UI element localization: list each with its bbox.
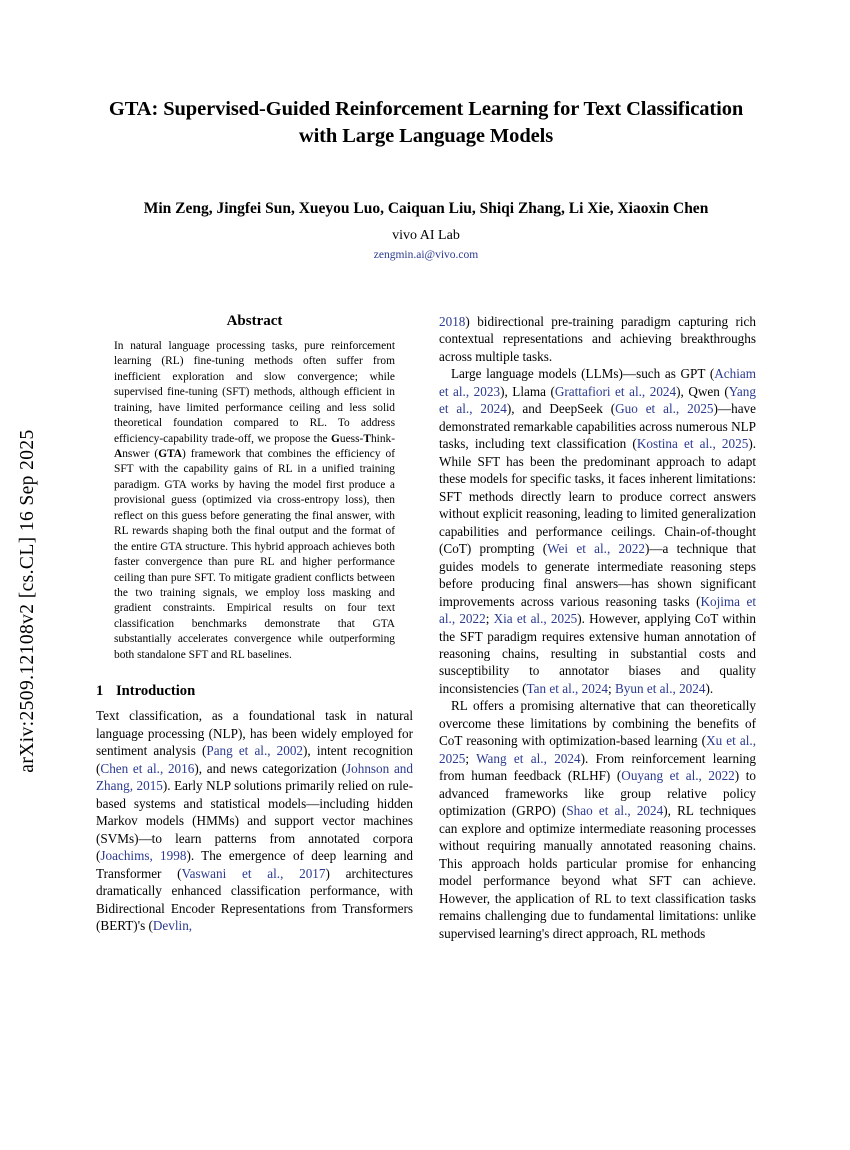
page-title: GTA: Supervised-Guided Reinforcement Learning for Text Classification with Large Language Models — [108, 98, 744, 148]
paragraph-text: ; — [485, 611, 494, 627]
abstract-part-2: uess- — [339, 432, 364, 445]
right-paragraph — [439, 365, 756, 697]
citation-link[interactable]: Wang et al., 2024 — [476, 750, 581, 766]
abstract-part-7: GTA — [158, 447, 183, 460]
paragraph-text: ). The emergence of deep learning and Transformer ( — [96, 848, 413, 881]
paragraph-text: Text classification, as a foundational task in natural language processing (NLP), has been widely employed for sentiment analysis ( — [96, 708, 413, 759]
citation-link[interactable]: Xu et al., 2025 — [439, 733, 756, 766]
right-column-paragraphs — [439, 313, 756, 942]
citation-link[interactable]: Ouyang et al., 2022 — [621, 768, 735, 784]
citation-link[interactable]: 2018 — [439, 313, 466, 329]
left-column — [96, 313, 413, 942]
section-title: Introduction — [116, 683, 196, 700]
paragraph-text: ). From reinforcement learning from human feedback (RLHF) ( — [439, 750, 756, 784]
paragraph-text: ). Early NLP solutions primarily relied on rule-based systems and statistical models—including hidden Markov models (HMMs) and support vector machines (SVMs)—to learn patterns from annotated corpora ( — [96, 778, 413, 864]
paragraph-text: )—have demonstrated remarkable capabilities across numerous NLP tasks, including text classification ( — [439, 401, 756, 452]
arxiv-stamp: arXiv:2509.12108v2 [cs.CL] 16 Sep 2025 — [17, 429, 38, 773]
paragraph-text: ), intent recognition ( — [96, 743, 414, 776]
abstract-part-4: hink- — [370, 432, 395, 445]
abstract-part-3: T — [363, 432, 371, 445]
abstract-body — [96, 339, 413, 664]
paragraph-text: ), Qwen ( — [676, 383, 729, 399]
two-column-body — [96, 313, 756, 942]
citation-link[interactable]: Xia et al., 2025 — [493, 611, 578, 627]
paragraph-text: ). — [705, 680, 714, 696]
citation-link[interactable]: Kojima et al., 2022 — [439, 593, 757, 627]
citation-link[interactable]: Pang et al., 2002 — [206, 743, 304, 759]
citation-link[interactable]: Devlin, — [152, 918, 193, 934]
paragraph-text: ), and news categorization ( — [194, 760, 347, 776]
section-number: 1 — [96, 683, 104, 700]
abstract-heading: Abstract — [226, 312, 283, 329]
right-paragraph — [439, 697, 756, 942]
paragraph-text: ; — [608, 680, 615, 696]
abstract-part-6: nswer ( — [122, 447, 159, 460]
abstract-part-5: A — [114, 447, 123, 460]
section-heading-introduction — [96, 683, 413, 700]
abstract-part-0: In natural language processing tasks, pure reinforcement learning (RL) fine-tuning methods often suffer from inefficient exploration and slow convergence; while supervised fine-tuning (SFT) methods, although efficient in training, have limited performance ceiling and less solid theoretical foundation compared to RL. To address efficiency-capability trade-off, we propose the — [114, 339, 395, 445]
paragraph-text: ). While SFT has been the predominant approach to adapt these models for specific tasks, it faces inherent limitations: SFT methods directly learn to produce correct answers without explicit reasoning, leading to limited generalization capabilities and performance ceilings. Chain-of-thought (CoT) prompting ( — [439, 436, 757, 557]
citation-link[interactable]: Guo et al., 2025 — [615, 401, 714, 417]
paragraph-text: ; — [465, 750, 477, 766]
citation-link[interactable]: Chen et al., 2016 — [100, 760, 195, 776]
paragraph-text: )—a technique that guides models to generate intermediate reasoning steps before producing final answers—has shown significant improvements across various reasoning tasks ( — [439, 541, 756, 609]
citation-link[interactable]: Achiam et al., 2023 — [439, 366, 756, 399]
citation-link[interactable]: Joachims, 1998 — [100, 848, 187, 864]
right-column — [439, 313, 756, 942]
left-paragraph — [96, 707, 413, 934]
paper-content — [96, 96, 756, 942]
paragraph-text: ). However, applying CoT within the SFT paradigm requires extensive human annotation of reasoning chains, resulting in substantial costs and susceptibility to annotator biases and quality inconsistencies ( — [439, 611, 756, 696]
abstract-part-1: G — [331, 432, 340, 445]
left-column-paragraphs — [96, 707, 413, 934]
citation-link[interactable]: Wei et al., 2022 — [547, 541, 645, 557]
citation-link[interactable]: Grattafiori et al., 2024 — [554, 383, 677, 399]
citation-link[interactable]: Shao et al., 2024 — [566, 803, 664, 819]
citation-link[interactable]: Byun et al., 2024 — [614, 680, 706, 696]
citation-link[interactable]: Kostina et al., 2025 — [636, 436, 749, 452]
citation-link[interactable]: Johnson and Zhang, 2015 — [96, 760, 413, 794]
paragraph-text: ) bidirectional pre-training paradigm capturing rich contextual representations and achieving breakthroughs across multiple tasks. — [439, 313, 756, 364]
citation-link[interactable]: Vaswani et al., 2017 — [181, 865, 326, 881]
affiliation: vivo AI Lab — [392, 227, 460, 243]
paragraph-text: ), Llama ( — [500, 383, 555, 399]
paragraph-text: RL offers a promising alternative that can theoretically overcome these limitations by combining the benefits of CoT reasoning with optimization-based learning ( — [439, 698, 756, 749]
paragraph-text: Large language models (LLMs)—such as GPT ( — [451, 366, 715, 382]
contact-email[interactable]: zengmin.ai@vivo.com — [373, 248, 479, 261]
paragraph-text: ), and DeepSeek ( — [506, 401, 616, 417]
right-paragraph — [439, 313, 756, 365]
citation-link[interactable]: Tan et al., 2024 — [526, 680, 609, 696]
paragraph-text: ), RL techniques can explore and optimize intermediate reasoning processes without requiring manually annotated reasoning chains. This approach holds particular promise for enhancing model performance beyond what SFT can achieve. However, the application of RL to text classification tasks remains challenging due to fundamental limitations: unlike supervised learning's direct approach, RL methods — [439, 803, 756, 941]
abstract-part-8: ) framework that combines the efficiency of SFT with the capability gains of RL in a unified training paradigm. GTA works by having the model first produce a provisional guess (optimized via cross-entropy loss), then reflect on this guess before generating the final answer, with RL rewards shaping both the final output and the format of the entire GTA structure. This hybrid approach achieves both faster convergence than pure RL and higher performance ceiling than pure SFT. To mitigate gradient conflicts between the two training signals, we employ loss masking and gradient constraints. Empirical results on four text classification benchmarks demonstrate that GTA substantially accelerates convergence while outperforming both standalone SFT and RL baselines. — [114, 447, 395, 661]
citation-link[interactable]: Yang et al., 2024 — [439, 383, 756, 417]
author-list: Min Zeng, Jingfei Sun, Xueyou Luo, Caiquan Liu, Shiqi Zhang, Li Xie, Xiaoxin Chen — [143, 200, 709, 218]
paragraph-text: ) architectures dramatically enhanced classification performance, with Bidirectional Encoder Representations from Transformers (BERT)'s ( — [96, 865, 413, 934]
paragraph-text: ) to advanced frameworks like group relative policy optimization (GRPO) ( — [439, 768, 757, 819]
